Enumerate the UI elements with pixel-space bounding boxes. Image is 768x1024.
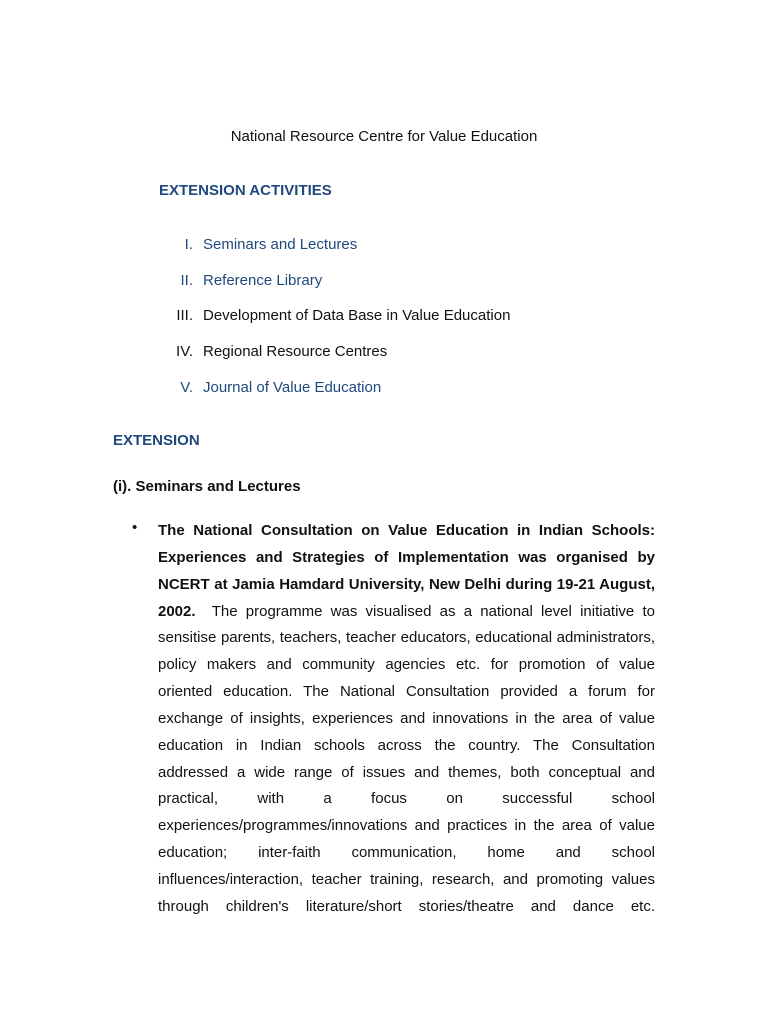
page-title: National Resource Centre for Value Education [230, 128, 538, 145]
list-item-label: Reference Library [203, 271, 323, 289]
extension-activities-heading: EXTENSION ACTIVITIES [159, 182, 332, 199]
list-item-label: Regional Resource Centres [203, 343, 388, 361]
list-item-number: V. [180, 378, 193, 396]
list-item-label: Development of Data Base in Value Education [203, 307, 511, 325]
list-item [150, 343, 570, 379]
list-item [150, 379, 570, 415]
list-item-number: IV. [176, 343, 193, 361]
list-item [150, 307, 570, 343]
bullet-icon: • [132, 519, 138, 536]
list-item-number: III. [176, 307, 193, 325]
consultation-paragraph [158, 518, 655, 921]
activities-list [150, 236, 570, 414]
paragraph-bold-lead: The National Consultation on Value Education in Indian Schools: Experiences and Strategies of Implementation was organised by NCERT at Jamia Hamdard University, New Delhi during 19-21 August, 2002. [158, 522, 655, 620]
paragraph-body: The programme was visualised as a national level initiative to sensitise parents, teachers, teacher educators, educational administrators, policy makers and community agencies etc. for promotion of value oriented education. The National Consultation provided a forum for exchange of insights, experiences and innovations in the area of value education in Indian schools across the country. The Consultation addressed a wide range of issues and themes, both conceptual and practical, with a focus on successful school experiences/programmes/innovations and practices in the area of value education; inter-faith communication, home and school influences/interaction, teacher training, research, and promoting values through children's literature/short stories/theatre and dance etc. [158, 602, 655, 915]
list-item-number: II. [180, 271, 193, 289]
list-item-label: Seminars and Lectures [203, 236, 358, 253]
seminars-subheading: (i). Seminars and Lectures [113, 478, 301, 495]
list-item-number: I. [184, 236, 193, 253]
list-item [150, 272, 570, 308]
extension-heading: EXTENSION [113, 432, 200, 449]
list-item-label: Journal of Value Education [203, 378, 382, 396]
list-item [150, 236, 570, 272]
